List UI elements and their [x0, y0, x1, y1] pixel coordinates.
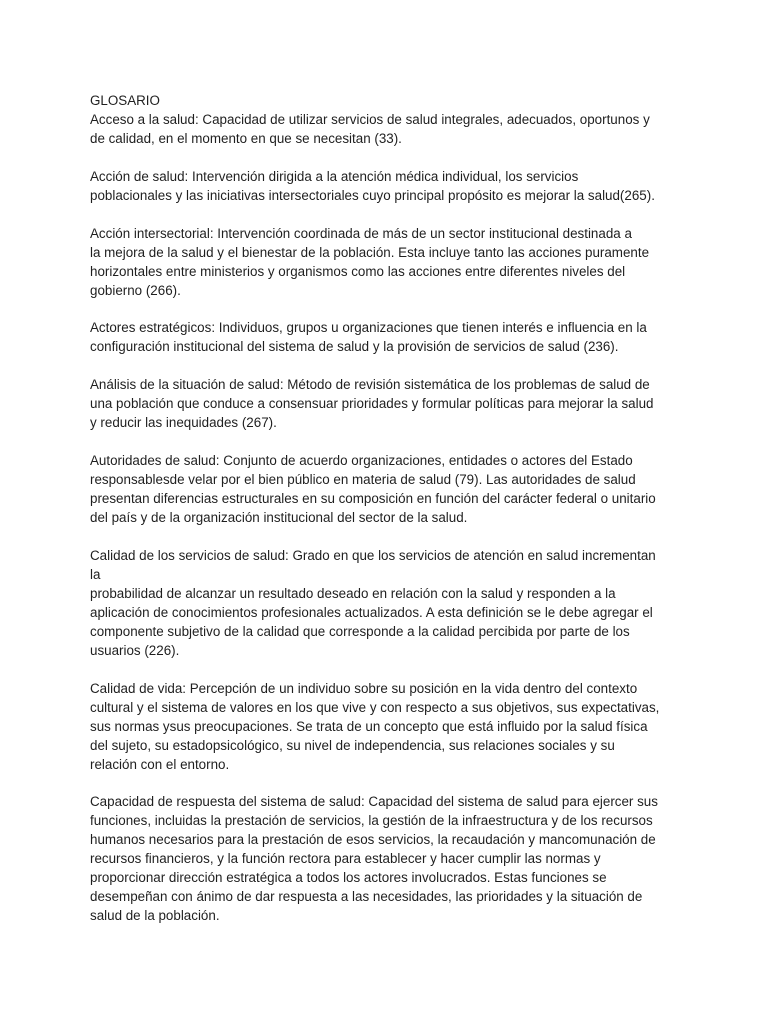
entry-line: la	[90, 566, 101, 582]
entry-line: Autoridades de salud: Conjunto de acuerdo organizaciones, entidades o actores del Estado	[90, 452, 633, 468]
entry-line: componente subjetivo de la calidad que corresponde a la calidad percibida por parte de los	[90, 623, 630, 639]
entry-line: horizontales entre ministerios y organismos como las acciones entre diferentes niveles del	[90, 263, 626, 279]
entry-line: desempeñan con ánimo de dar respuesta a las necesidades, las prioridades y la situación de	[90, 889, 643, 905]
glossary-entry	[90, 318, 690, 356]
glossary-entry	[90, 792, 690, 925]
document-title: GLOSARIO	[90, 93, 160, 108]
glossary-entries	[90, 110, 690, 925]
entry-line: Acción intersectorial: Intervención coordinada de más de un sector institucional destinada a	[90, 225, 632, 241]
entry-line: funciones, incluidas la prestación de servicios, la gestión de la infraestructura y de los recursos	[90, 813, 653, 829]
entry-line: presentan diferencias estructurales en su composición en función del carácter federal o unitario	[90, 490, 656, 506]
entry-line: y reducir las inequidades (267).	[90, 415, 277, 431]
entry-line: una población que conduce a consensuar prioridades y formular políticas para mejorar la salud	[90, 396, 654, 412]
entry-line: Calidad de los servicios de salud: Grado en que los servicios de atención en salud incrementan	[90, 547, 656, 563]
glossary-entry	[90, 167, 690, 205]
glossary-entry	[90, 546, 690, 660]
entry-line: la mejora de la salud y el bienestar de la población. Esta incluye tanto las acciones puramente	[90, 244, 650, 260]
entry-line: responsablesde velar por el bien público en materia de salud (79). Las autoridades de salud	[90, 471, 636, 487]
entry-line: de calidad, en el momento en que se necesitan (33).	[90, 131, 402, 146]
entry-line: Acción de salud: Intervención dirigida a la atención médica individual, los servicios	[90, 168, 579, 184]
glossary-entry	[90, 375, 690, 432]
entry-line: Capacidad de respuesta del sistema de salud: Capacidad del sistema de salud para ejercer sus	[90, 794, 658, 810]
glossary-entry	[90, 679, 690, 774]
entry-line: humanos necesarios para la prestación de esos servicios, la recaudación y mancomunación de	[90, 832, 656, 848]
entry-line: recursos financieros, y la función rectora para establecer y hacer cumplir las normas y	[90, 851, 601, 867]
entry-line: del país y de la organización institucional del sector de la salud.	[90, 509, 468, 525]
glossary-entry	[90, 451, 690, 527]
glossary-entry	[90, 110, 690, 148]
glossary-entry	[90, 224, 690, 300]
entry-line: probabilidad de alcanzar un resultado deseado en relación con la salud y responden a la	[90, 585, 616, 601]
entry-line: Actores estratégicos: Individuos, grupos u organizaciones que tienen interés e influencia en la	[90, 320, 647, 336]
entry-line: sus normas ysus preocupaciones. Se trata de un concepto que está influido por la salud física	[90, 718, 648, 734]
entry-line: relación con el entorno.	[90, 756, 230, 772]
entry-line: salud de la población.	[90, 908, 220, 924]
entry-line: proporcionar dirección estratégica a todos los actores involucrados. Estas funciones se	[90, 870, 607, 886]
entry-line: del sujeto, su estadopsicológico, su nivel de independencia, sus relaciones sociales y su	[90, 737, 615, 753]
entry-line: cultural y el sistema de valores en los que vive y con respecto a sus objetivos, sus expectativas,	[90, 699, 660, 715]
entry-line: aplicación de conocimientos profesionales actualizados. A esta definición se le debe agregar el	[90, 604, 653, 620]
entry-line: usuarios (226).	[90, 642, 180, 658]
entry-line: configuración institucional del sistema de salud y la provisión de servicios de salud (236).	[90, 339, 619, 355]
entry-line: poblacionales y las iniciativas intersectoriales cuyo principal propósito es mejorar la salud(265).	[90, 187, 655, 203]
entry-line: gobierno (266).	[90, 282, 181, 298]
entry-line: Análisis de la situación de salud: Método de revisión sistemática de los problemas de salud de	[90, 377, 650, 393]
entry-line: Acceso a la salud: Capacidad de utilizar servicios de salud integrales, adecuados, oportunos y	[90, 112, 650, 127]
document-page	[90, 91, 690, 944]
entry-line: Calidad de vida: Percepción de un individuo sobre su posición en la vida dentro del contexto	[90, 680, 638, 696]
